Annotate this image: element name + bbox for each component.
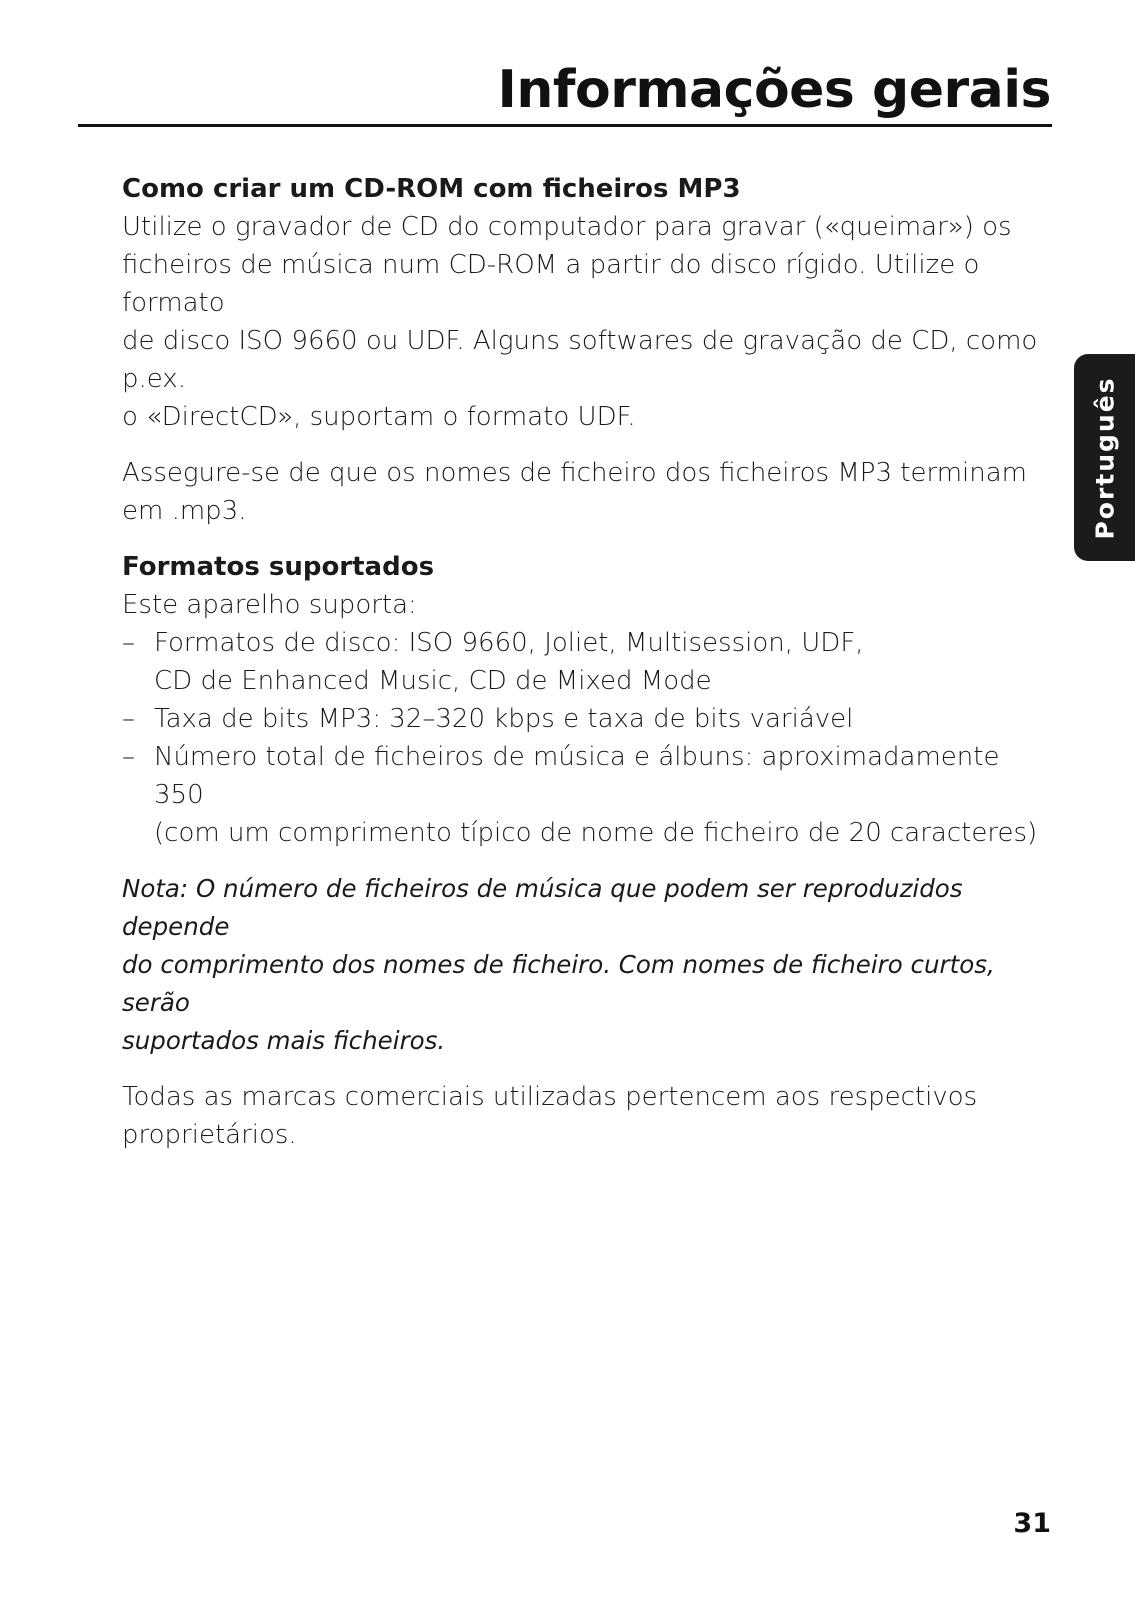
note-line: Nota: O número de ficheiros de música que podem ser reproduzidos depende: [122, 874, 963, 941]
list-item-line: CD de Enhanced Music, CD de Mixed Mode: [154, 666, 712, 696]
page-number: 31: [1013, 1508, 1051, 1539]
language-tab-label: Português: [1090, 375, 1119, 540]
paragraph-line: Assegure-se de que os nomes de ficheiro dos ficheiros MP3 terminam: [122, 458, 1027, 488]
section-heading-cdrom: Como criar um CD-ROM com ficheiros MP3: [122, 174, 741, 204]
paragraph-line: Utilize o gravador de CD do computador para gravar («queimar») os: [122, 212, 1012, 242]
list-dash: –: [122, 742, 135, 772]
paragraph-line: ficheiros de música num CD-ROM a partir do disco rígido. Utilize o formato: [122, 250, 980, 318]
list-item-line: Número total de ficheiros de música e álbuns: aproximadamente 350: [154, 742, 1000, 810]
list-item: [122, 700, 1042, 738]
paragraph-cdrom: [122, 208, 1042, 436]
section-heading-formats: Formatos suportados: [122, 552, 435, 582]
list-item-line: Formatos de disco: ISO 9660, Joliet, Multisession, UDF,: [154, 628, 864, 658]
title-divider: [78, 124, 1052, 127]
trademark-line: proprietários.: [122, 1120, 297, 1150]
paragraph-line: o «DirectCD», suportam o formato UDF.: [122, 402, 636, 432]
note-line: do comprimento dos nomes de ficheiro. Com nomes de ficheiro curtos, serão: [122, 950, 995, 1017]
paragraph-line: de disco ISO 9660 ou UDF. Alguns softwares de gravação de CD, como p.ex.: [122, 326, 1038, 394]
main-content: [122, 170, 1042, 1154]
list-item-line: Taxa de bits MP3: 32–320 kbps e taxa de bits variável: [154, 704, 854, 734]
list-item: [122, 624, 1042, 700]
formats-intro: Este aparelho suporta:: [122, 590, 417, 620]
note-line: suportados mais ficheiros.: [122, 1026, 446, 1055]
paragraph-mp3-extension: [122, 454, 1042, 530]
trademark-line: Todas as marcas comerciais utilizadas pertencem aos respectivos: [122, 1082, 978, 1112]
list-dash: –: [122, 628, 135, 658]
note-paragraph: [122, 870, 1042, 1060]
language-tab: [1074, 354, 1135, 561]
list-item-line: (com um comprimento típico de nome de ficheiro de 20 caracteres): [154, 818, 1038, 848]
list-dash: –: [122, 704, 135, 734]
formats-list: [122, 624, 1042, 852]
paragraph-line: em .mp3.: [122, 496, 247, 526]
trademark-paragraph: [122, 1078, 1042, 1154]
list-item: [122, 738, 1042, 852]
page-title: Informações gerais: [497, 60, 1051, 120]
